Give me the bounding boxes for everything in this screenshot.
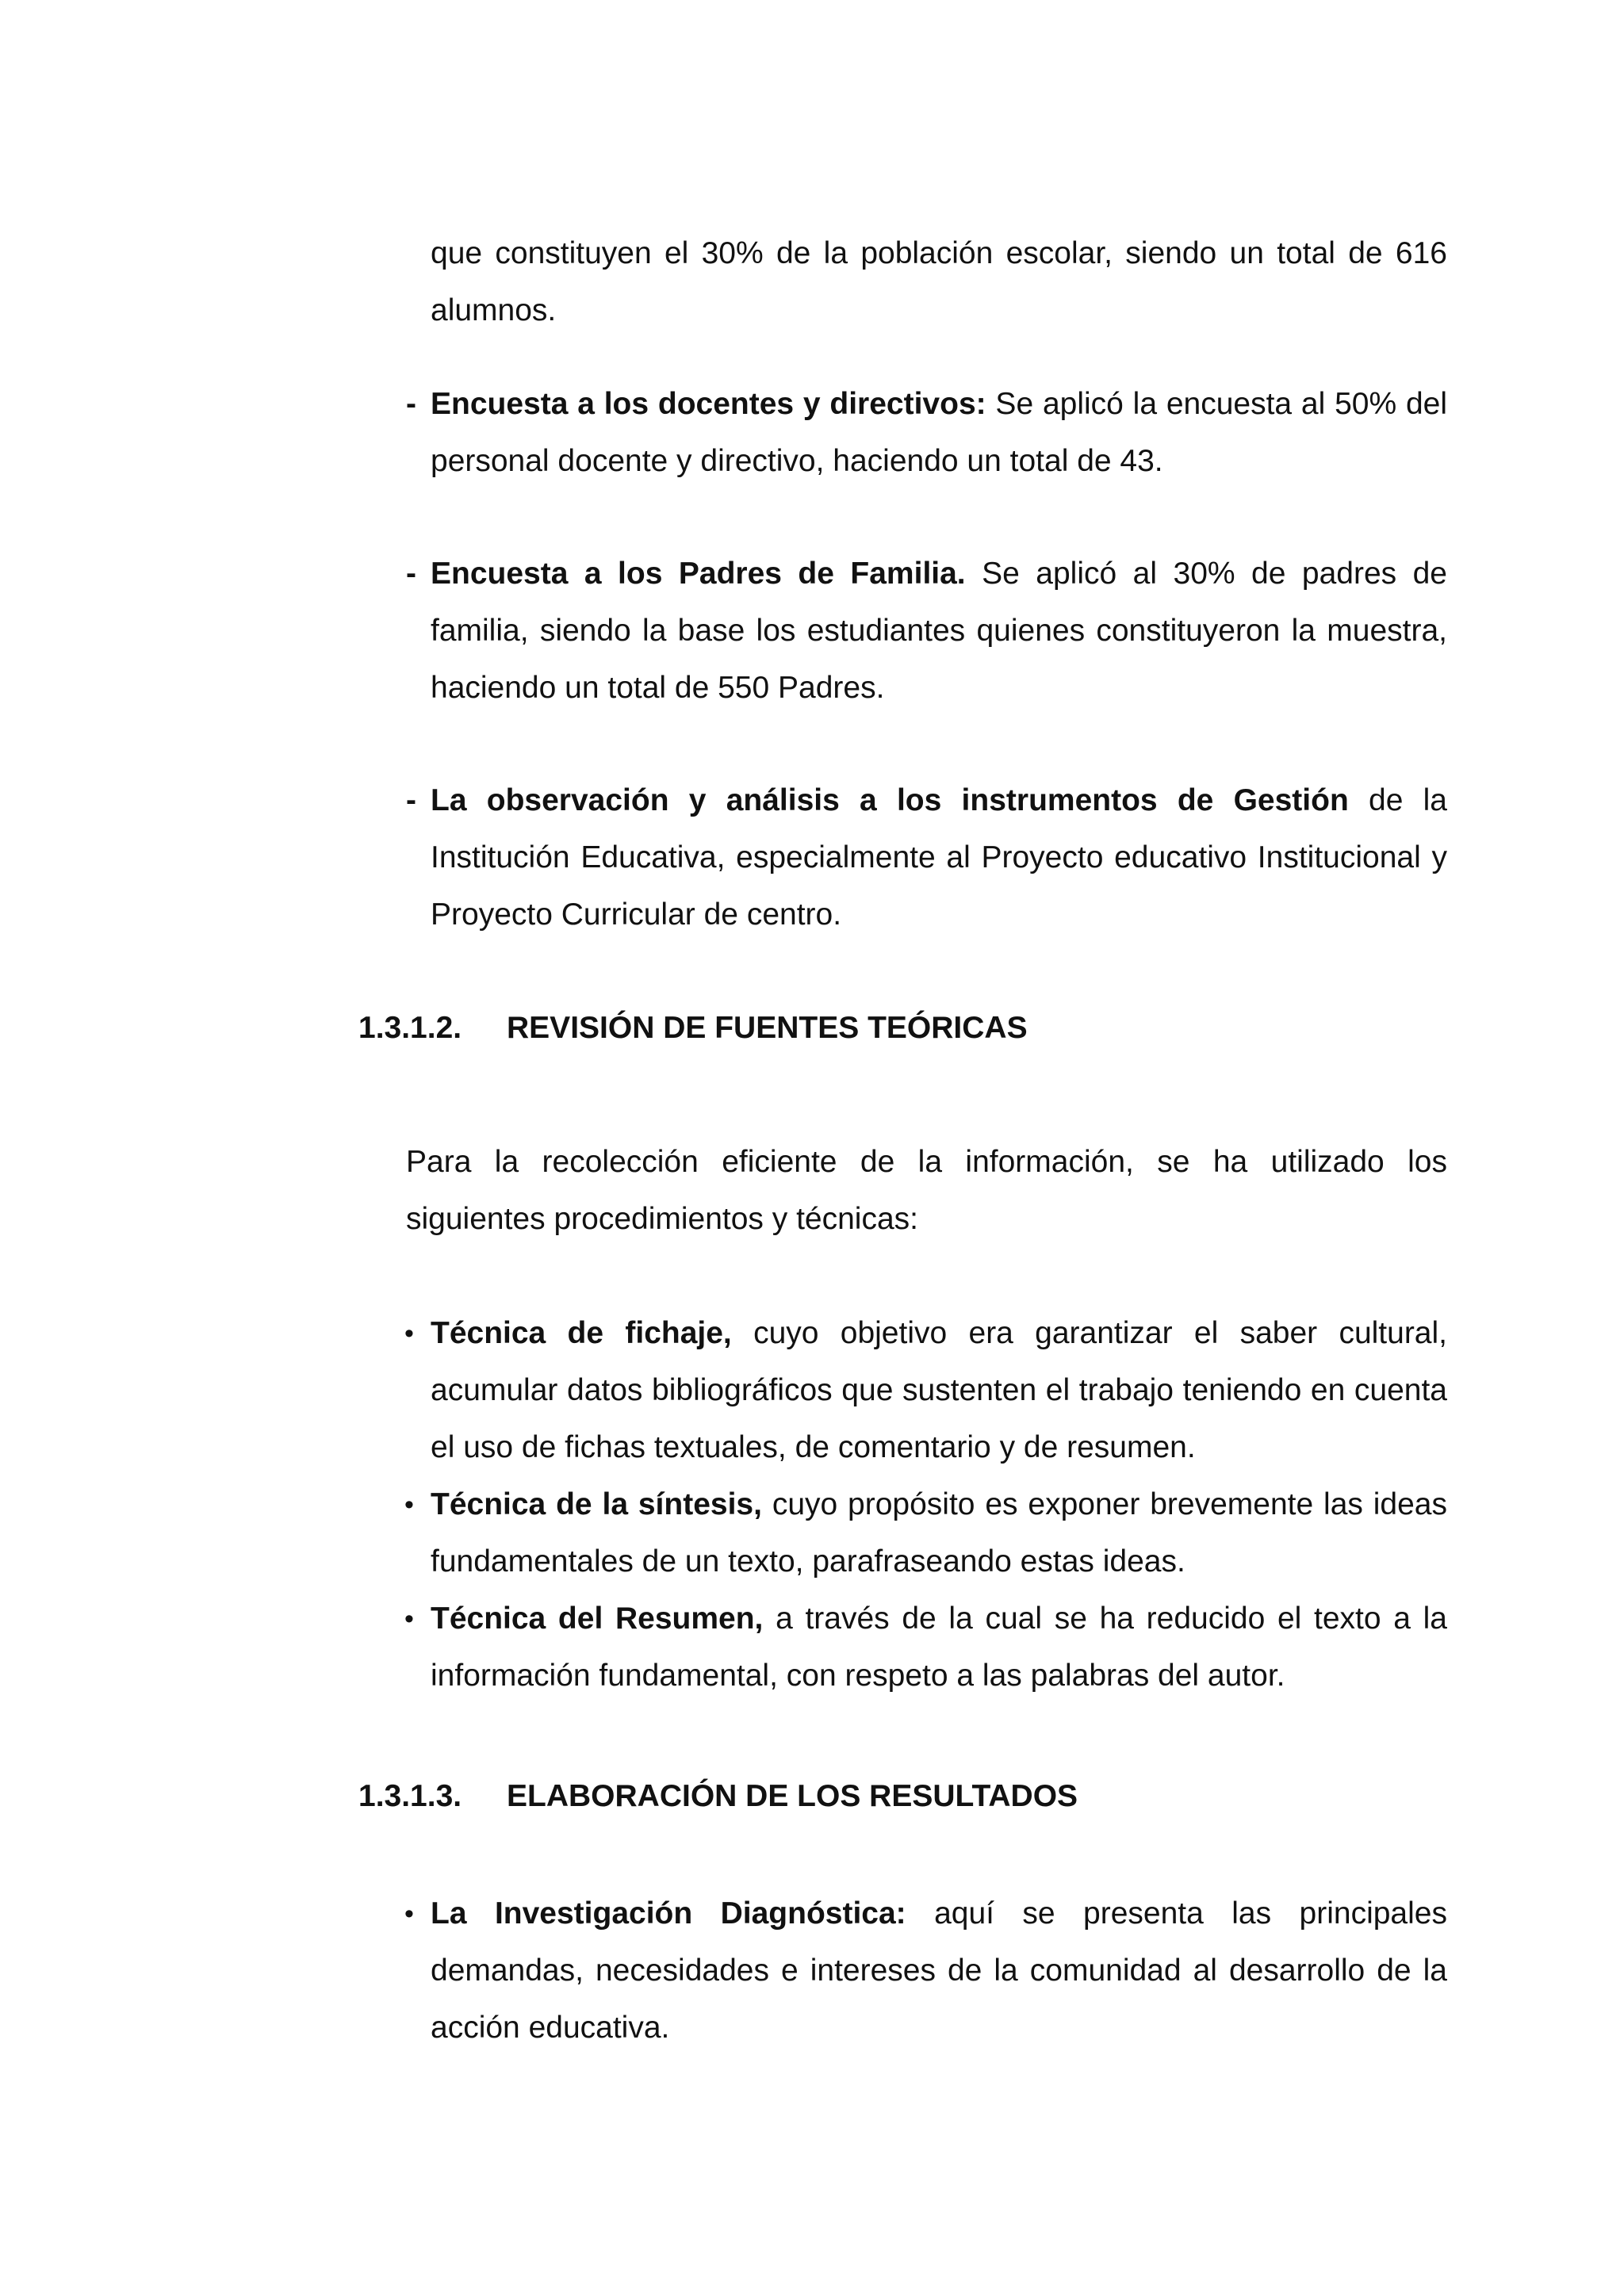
item-bold-lead: Técnica del Resumen, (431, 1601, 764, 1636)
dash-marker: - (406, 387, 416, 421)
bullet-marker: • (404, 1899, 414, 1929)
item-text: cuyo objetivo era garantizar el saber cultural, acumular datos bibliográficos que sustenten el trabajo teniendo en cuenta el uso de fichas textuales, de comentario y de resumen. (431, 1316, 1447, 1464)
dash-marker: - (406, 557, 416, 591)
list-item (404, 1305, 1447, 1476)
list-item (404, 1885, 1447, 2057)
section-title: REVISIÓN DE FUENTES TEÓRICAS (507, 1011, 1028, 1045)
list-item (406, 376, 1447, 490)
intro-continuation: que constituyen el 30% de la población escolar, siendo un total de 616 alumnos. (431, 236, 1447, 327)
item-text: Se aplicó al 30% de padres de familia, siendo la base los estudiantes quienes constituyeron la muestra, haciendo un total de 550 Padres. (431, 557, 1447, 705)
section-intro: Para la recolección eficiente de la información, se ha utilizado los siguientes procedimientos y técnicas: (406, 1145, 1447, 1236)
list-item (404, 1476, 1447, 1590)
section-number: 1.3.1.2. (358, 1011, 462, 1045)
bullet-marker: • (404, 1604, 414, 1634)
item-text: Se aplicó la encuesta al 50% del personal docente y directivo, haciendo un total de 43. (431, 387, 1447, 478)
list-item (406, 545, 1447, 717)
bullet-marker: • (404, 1318, 414, 1349)
item-bold-lead: Encuesta a los docentes y directivos: (431, 387, 986, 421)
section-heading (358, 1006, 1028, 1050)
item-bold-lead: La Investigación Diagnóstica: (431, 1896, 906, 1931)
dash-marker: - (406, 783, 416, 817)
item-text: aquí se presenta las principales demandas, necesidades e intereses de la comunidad al desarrollo de la acción educativa. (431, 1896, 1447, 2045)
section-heading (358, 1774, 1078, 1819)
item-bold-lead: Técnica de la síntesis, (431, 1487, 762, 1521)
item-bold-lead: La observación y análisis a los instrumentos de Gestión (431, 783, 1349, 817)
item-text: a través de la cual se ha reducido el texto a la información fundamental, con respeto a las palabras del autor. (431, 1601, 1447, 1693)
list-item (404, 1590, 1447, 1705)
section-number: 1.3.1.3. (358, 1779, 462, 1813)
item-text: cuyo propósito es exponer brevemente las ideas fundamentales de un texto, parafraseando estas ideas. (431, 1487, 1447, 1578)
item-bold-lead: Encuesta a los Padres de Familia. (431, 557, 966, 591)
section-title: ELABORACIÓN DE LOS RESULTADOS (507, 1779, 1078, 1813)
item-bold-lead: Técnica de fichaje, (431, 1316, 732, 1350)
bullet-marker: • (404, 1490, 414, 1520)
item-text: de la Institución Educativa, especialmente al Proyecto educativo Institucional y Proyecto Curricular de centro. (431, 783, 1447, 932)
list-item (406, 772, 1447, 943)
